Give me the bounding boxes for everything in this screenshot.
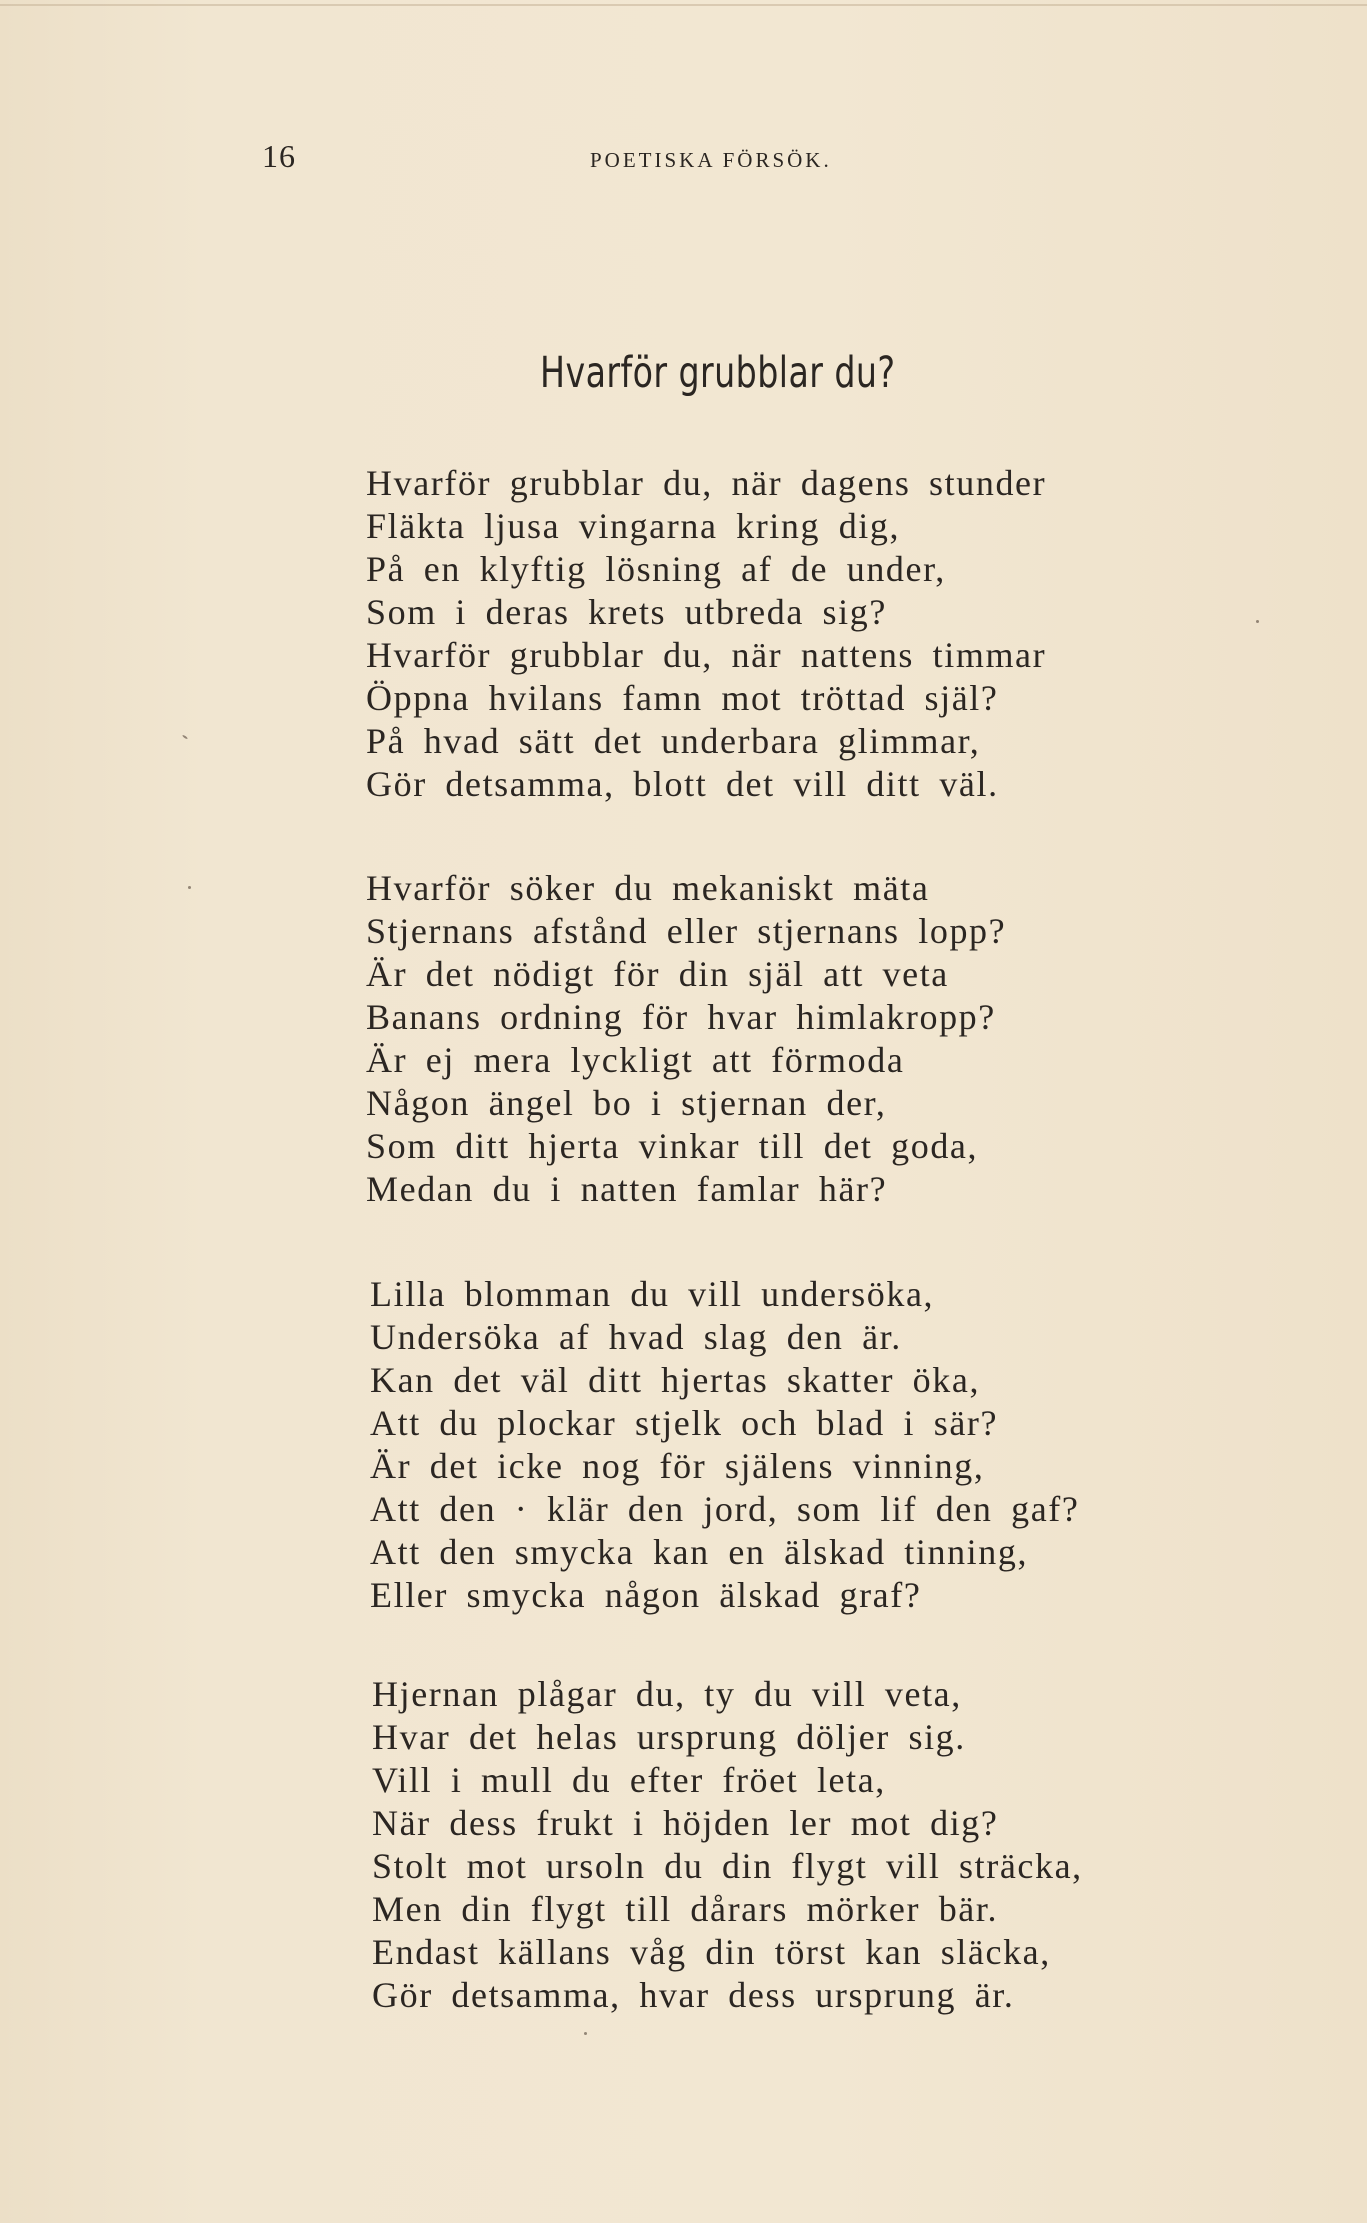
poem-line: Är det icke nog för själens vinning,	[370, 1446, 985, 1486]
poem-line: Lilla blomman du vill undersöka,	[370, 1274, 935, 1314]
poem-line: Som i deras krets utbreda sig?	[366, 592, 887, 632]
poem-line: Hvar det helas ursprung döljer sig.	[372, 1717, 966, 1757]
poem-line: Hvarför grubblar du, när dagens stunder	[366, 463, 1047, 503]
poem-line: Att du plockar stjelk och blad i sär?	[370, 1403, 999, 1443]
poem-line: Är det nödigt för din själ att veta	[366, 954, 949, 994]
poem-line: Gör detsamma, blott det vill ditt väl.	[366, 764, 999, 804]
poem-line: Öppna hvilans famn mot tröttad själ?	[366, 678, 999, 718]
poem-line: Men din flygt till dårars mörker bär.	[372, 1889, 999, 1929]
poem-line: Kan det väl ditt hjertas skatter öka,	[370, 1360, 981, 1400]
poem-line: Att den smycka kan en älskad tinning,	[370, 1532, 1029, 1572]
poem-line: Endast källans våg din törst kan släcka,	[372, 1932, 1051, 1972]
stanza-1	[366, 462, 1186, 806]
paper-speck	[182, 734, 188, 739]
poem-line: Undersöka af hvad slag den är.	[370, 1317, 902, 1357]
paper-speck	[188, 886, 191, 889]
running-head: POETISKA FÖRSÖK.	[590, 148, 832, 172]
poem-line: Att den · klär den jord, som lif den gaf?	[370, 1489, 1080, 1529]
poem-line: Stolt mot ursoln du din flygt vill sträcka,	[372, 1846, 1083, 1886]
poem-line: Som ditt hjerta vinkar till det goda,	[366, 1126, 979, 1166]
poem-line: Fläkta ljusa vingarna kring dig,	[366, 506, 901, 546]
poem-line: På en klyftig lösning af de under,	[366, 549, 946, 589]
stanza-2	[366, 867, 1186, 1211]
poem-line: Stjernans afstånd eller stjernans lopp?	[366, 911, 1007, 951]
poem-line: Hvarför söker du mekaniskt mäta	[366, 868, 930, 908]
poem-line: Hjernan plågar du, ty du vill veta,	[372, 1674, 962, 1714]
poem-line: Gör detsamma, hvar dess ursprung är.	[372, 1975, 1015, 2015]
stanza-3	[370, 1273, 1190, 1617]
paper-speck	[584, 2032, 587, 2035]
page-number: 16	[262, 138, 296, 174]
poem-line: På hvad sätt det underbara glimmar,	[366, 721, 981, 761]
poem-line: Banans ordning för hvar himlakropp?	[366, 997, 996, 1037]
poem-line: Medan du i natten famlar här?	[366, 1169, 888, 1209]
poem-line: När dess frukt i höjden ler mot dig?	[372, 1803, 999, 1843]
poem-line: Vill i mull du efter fröet leta,	[372, 1760, 886, 1800]
poem-title: Hvarför grubblar du?	[540, 348, 896, 398]
paper-speck	[1256, 620, 1259, 623]
poem-line: Hvarför grubblar du, när nattens timmar	[366, 635, 1047, 675]
poem-line: Eller smycka någon älskad graf?	[370, 1575, 922, 1615]
poem-line: Är ej mera lyckligt att förmoda	[366, 1040, 905, 1080]
stanza-4	[372, 1673, 1192, 2017]
top-edge-rule	[0, 4, 1367, 6]
poem-line: Någon ängel bo i stjernan der,	[366, 1083, 887, 1123]
